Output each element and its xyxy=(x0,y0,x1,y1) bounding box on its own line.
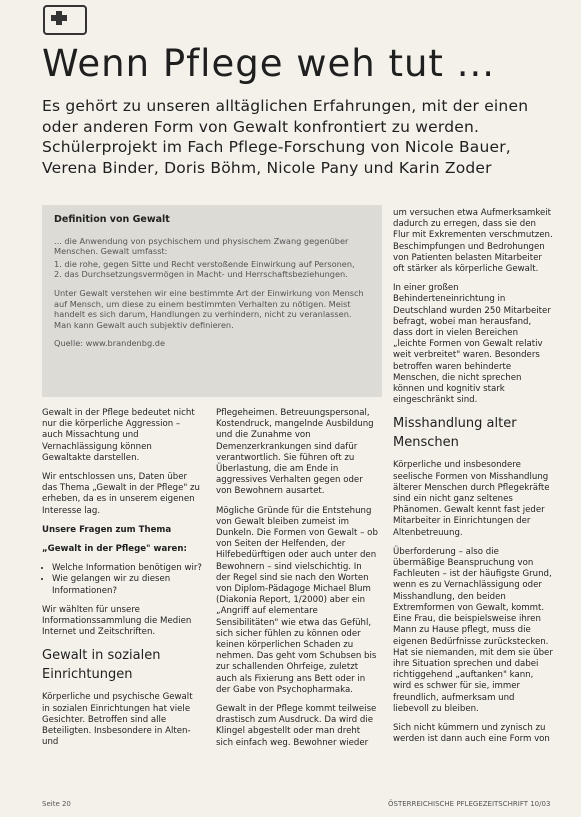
list-item: • Welche Information benötigen wir? xyxy=(52,563,202,574)
column-left xyxy=(42,408,202,756)
question-list xyxy=(42,563,202,597)
list-item: • Wie gelangen wir zu diesen Informationen? xyxy=(52,574,202,596)
page-title: Wenn Pflege weh tut ... xyxy=(42,42,495,85)
subheading-gewalt: Gewalt in sozialen Einrichtungen xyxy=(42,648,161,683)
col-c-text-3: Körperliche und insbesondere seelische Formen von Misshandlung älterer Menschen durch Pflegekräfte sind ein nicht ganz seltenes Phänomen. Gewalt kennt fast jeder Mitarbeiter in Einrichtungen der Altenbetreuung. xyxy=(393,460,550,538)
col-b-text-1: Pflegeheimen. Betreuungspersonal, Kostendruck, mangelnde Ausbildung und die Zunahme von Demenzerkrankungen sind dafür verantwortlich. Sie führen oft zu Überlastung, die am Ende in aggressives Verhalten gegen oder von Bewohnern ausartet. xyxy=(216,408,374,497)
col-a-text-4: Körperliche und psychische Gewalt in sozialen Einrichtungen hat viele Gesichter. Betroffen sind alle Beteiligten. Insbesondere in Alten- und xyxy=(42,692,193,748)
subheading-misshandlung: Misshandlung alter Menschen xyxy=(393,416,517,451)
cross-logo-icon xyxy=(43,5,87,35)
col-a-text-3: Wir wählten für unsere Informationssammlung die Medien Internet und Zeitschriften. xyxy=(42,604,192,638)
column-middle xyxy=(216,408,378,757)
col-c-text-1: um versuchen etwa Aufmerksamkeit dadurch zu erregen, dass sie den Flur mit Exkrementen verschmutzen. Beschimpfungen und Bedrohungen von Patienten belasten Mitarbeiter oft stärker als körperliche Gewalt. xyxy=(393,208,553,275)
box-text-2: 1. die rohe, gegen Sitte und Recht verstoßende Einwirkung auf Personen, xyxy=(54,258,355,269)
col-b-text-3: Gewalt in der Pflege kommt teilweise drastisch zum Ausdruck. Da wird die Klingel abgestellt oder man dreht sich einfach weg. Bewohner wieder xyxy=(216,704,377,748)
definition-box xyxy=(42,205,382,397)
col-a-text-1: Gewalt in der Pflege bedeutet nicht nur die körperliche Aggression – auch Missachtung und Vernachlässigung können Gewaltakte darstellen. xyxy=(42,408,195,463)
col-b-text-2: Mögliche Gründe für die Entstehung von Gewalt bleiben zumeist im Dunkeln. Die Formen von Gewalt – ob von Seiten der Helfenden, der Hilfebedürftigen oder auch unter den Bewohnern – sind vielschichtig. In der Regel sind sie nach den Worten von Diplom-Pädagoge Michael Blum (Diakonia Report, 1/2000) aber ein „Angriff auf elementare Sensibilitäten" wie etwa das Gefühl, sich sicher fühlen zu können oder keinen körperlichen Schaden zu nehmen. Das geht vom Schubsen bis zur schallenden Ohrfeige, zuletzt auch als Fixierung ans Bett oder in der Gabe von Psychopharmaka. xyxy=(216,505,378,695)
col-a-question-heading-2: „Gewalt in der Pflege" waren: xyxy=(42,544,187,555)
col-a-question-heading-1: Unsere Fragen zum Thema xyxy=(42,524,172,535)
box-text-3: 2. das Durchsetzungsvermögen in Macht- und Herrschaftsbeziehungen. xyxy=(54,269,348,280)
col-c-text-5: Sich nicht kümmern und zynisch zu werden ist dann auch eine Form von xyxy=(393,722,550,745)
lead-paragraph: Es gehört zu unseren alltäglichen Erfahrungen, mit der einen oder anderen Form von Gewalt konfrontiert zu werden. Schülerprojekt im Fach Pflege-Forschung von Nicole Bauer, Verena Binder, Doris Böhm, Nicole Pany und Karin Zoder xyxy=(42,97,529,177)
col-c-text-4: Überforderung – also die übermäßige Beanspruchung von Fachleuten – ist der häufigste Grund, wenn es zu Vernachlässigung oder Misshandlung, den beiden Extremformen von Gewalt, kommt. Eine Frau, die beispielsweise ihren Mann zu Hause pflegt, muss die eigenen Bedürfnisse zurückstecken. Hat sie niemanden, mit dem sie über ihre Situation sprechen und dabei richtiggehend „auftanken" kann, wird es schwer für sie, immer freundlich, aufmerksam und liebevoll zu bleiben. xyxy=(393,546,553,714)
column-right xyxy=(393,208,553,753)
journal-name: ÖSTERREICHISCHE PFLEGEZEITSCHRIFT 10/03 xyxy=(388,800,551,808)
col-a-text-2: Wir entschlossen uns, Daten über das Thema „Gewalt in der Pflege" zu erheben, da es in unserem eigenen Interesse lag. xyxy=(42,472,200,516)
box-text-1: ... die Anwendung von psychischem und physischem Zwang gegenüber Menschen. Gewalt umfasst: xyxy=(54,235,349,257)
col-c-text-2: In einer großen Behinderteneinrichtung in Deutschland wurden 250 Mitarbeiter befragt, wobei man herausfand, dass dort in vielen Bereichen „leichte Formen von Gewalt relativ weit verbreitet" waren. Besonders betroffen waren behinderte Menschen, die nicht sprechen können und kognitiv stark eingeschränkt sind. xyxy=(393,283,551,406)
page-number: Seite 20 xyxy=(42,800,71,808)
box-title: Definition von Gewalt xyxy=(54,214,170,225)
box-text-4: Unter Gewalt verstehen wir eine bestimmte Art der Einwirkung von Mensch auf Mensch, um diese zu einem bestimmten Verhalten zu nötigen. Meist handelt es sich darum, Handlungen zu verhindern, nicht zu veranlassen. Man kann Gewalt auch subjektiv definieren. xyxy=(54,287,364,330)
box-source: Quelle: www.brandenbg.de xyxy=(54,338,165,349)
